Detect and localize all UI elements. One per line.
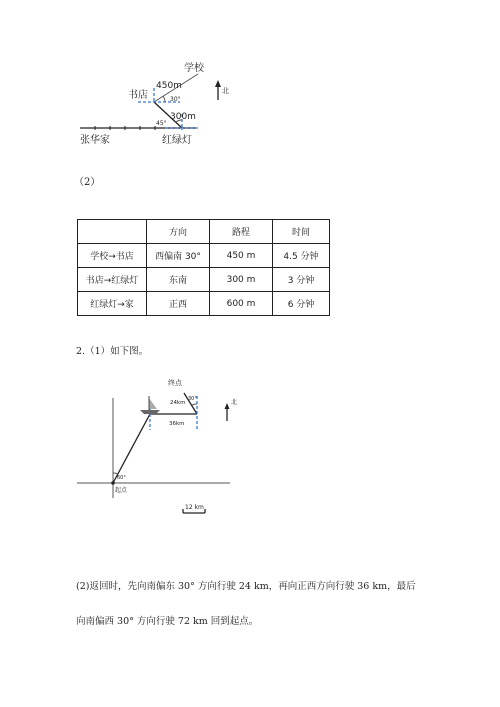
table-cell: 300 m xyxy=(210,268,273,292)
angle-60-label: 60° xyxy=(117,475,126,481)
start-label: 起点 xyxy=(115,487,128,494)
home-label: 张华家 xyxy=(80,135,110,146)
north-label: 北 xyxy=(222,87,229,95)
north-label: 北 xyxy=(231,399,238,406)
table-cell: 红绿灯→家 xyxy=(78,292,147,316)
part2-label: （2） xyxy=(74,177,101,188)
answer-line-1: (2)返回时，先向南偏东 30° 方向行驶 24 km，再向正西方向行驶 36 km，最后 xyxy=(76,581,416,592)
header-cell: 路程 xyxy=(210,220,273,244)
table-cell: 书店→红绿灯 xyxy=(78,268,147,292)
angle-arc-30b xyxy=(192,404,197,405)
north-arrow-head xyxy=(225,403,230,409)
table-cell: 学校→书店 xyxy=(78,244,147,268)
redlight-label: 红绿灯 xyxy=(162,135,192,146)
bookstore-label: 书店 xyxy=(128,90,148,101)
angle-arc-60 xyxy=(113,473,118,474)
start-point xyxy=(111,481,115,485)
table-cell: 4.5 分钟 xyxy=(273,244,330,268)
boat-icon xyxy=(140,396,160,414)
route-leg-start xyxy=(113,414,150,483)
table-cell: 6 分钟 xyxy=(273,292,330,316)
table-cell: 正西 xyxy=(147,292,210,316)
school-label: 学校 xyxy=(184,63,204,74)
distance-24-label: 24km xyxy=(170,400,186,406)
question-2-title: 2.（1）如下图。 xyxy=(76,346,149,357)
scale-label: 12 km xyxy=(185,504,204,511)
table-cell: 西偏南 30° xyxy=(147,244,210,268)
table-cell: 3 分钟 xyxy=(273,268,330,292)
angle-30-label: 30° xyxy=(170,96,181,103)
header-cell: 方向 xyxy=(147,220,210,244)
table-cell: 450 m xyxy=(210,244,273,268)
distance-300-label: 300m xyxy=(170,112,196,122)
distance-450-label: 450m xyxy=(156,81,182,91)
table-cell: 东南 xyxy=(147,268,210,292)
end-label: 终点 xyxy=(168,379,182,387)
distance-36-label: 36km xyxy=(169,421,185,427)
angle-45-label: 45° xyxy=(156,120,167,127)
angle-30-label: 30° xyxy=(188,396,197,402)
answer-line-2: 向南偏西 30° 方向行驶 72 km 回到起点。 xyxy=(76,616,259,627)
table-cell: 600 m xyxy=(210,292,273,316)
header-cell: 时间 xyxy=(273,220,330,244)
